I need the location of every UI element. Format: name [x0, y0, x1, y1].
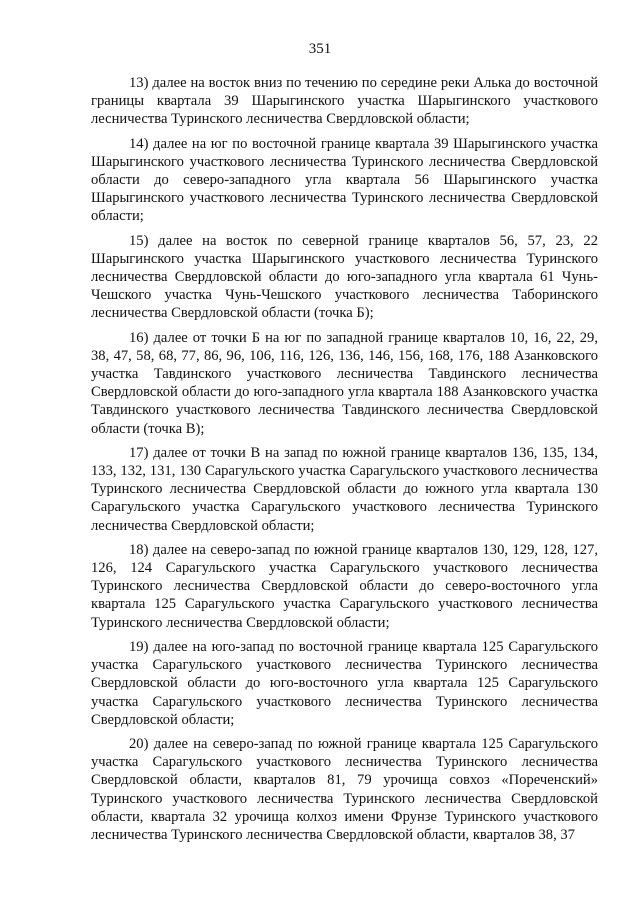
paragraph-20: [91, 735, 598, 844]
paragraph-number: 20): [129, 735, 149, 752]
paragraph-text: далее на восток вниз по течению по середине реки Алька до восточной границы квартала 39 Шарыгинского участка Шарыгинского участкового лесничества Туринского лесничества Свердловской области;: [91, 75, 598, 128]
paragraph-text: далее от точки Б на юг по западной границе кварталов 10, 16, 22, 29, 38, 47, 58, 68, 77, 86, 96, 106, 116, 126, 136, 146, 156, 168, 176, 188 Азанковского участка Тавдинского участкового лесничества Тавдинского лесничества Свердловской области до юго-западного угла квартала 188 Азанковского участка Тавдинского участкового лесничества Тавдинского лесничества Свердловской области (точка В);: [91, 329, 598, 437]
paragraph-number: 14): [129, 135, 149, 152]
paragraph-text: далее на северо-запад по южной границе квартала 125 Сарагульского участка Сарагульского участкового лесничества Туринского лесничества Свердловской области, кварталов 81, 79 урочища совхоз «Пореченский» Туринского участкового лесничества Туринского лесничества Свердловской области, квартала 32 урочища колхоз имени Фрунзе Туринского участкового лесничества Туринского лесничества Свердловской области, кварталов 38, 37: [91, 735, 598, 843]
paragraph-number: 17): [129, 444, 149, 461]
paragraph-text: далее на северо-запад по южной границе кварталов 130, 129, 128, 127, 126, 124 Сарагульского участка Сарагульского участкового лесничества Туринского лесничества Свердловской области до северо-восточного угла квартала 125 Сарагульского участка Сарагульского участкового лесничества Туринского лесничества Свердловской области;: [91, 541, 598, 631]
paragraph-number: 13): [129, 75, 149, 91]
page-number: 351: [308, 41, 332, 57]
paragraph-number: 16): [129, 329, 149, 346]
paragraph-16: [91, 329, 598, 438]
paragraph-19: [91, 638, 598, 729]
paragraph-text: далее на юго-запад по восточной границе квартала 125 Сарагульского участка Сарагульского участкового лесничества Туринского лесничества Свердловской области до юго-восточного угла квартала 125 Сарагульского участка Сарагульского участкового лесничества Туринского лесничества Свердловской области;: [91, 638, 598, 728]
paragraph-15: [91, 232, 598, 323]
paragraph-13: [91, 74, 598, 129]
paragraph-number: 19): [129, 638, 149, 655]
paragraph-text: далее на юг по восточной границе квартала 39 Шарыгинского участка Шарыгинского участкового лесничества Туринского лесничества Свердловской области до северо-западного угла квартала 56 Шарыгинского участка Шарыгинского участкового лесничества Туринского лесничества Свердловской области;: [91, 135, 598, 225]
paragraph-17: [91, 444, 598, 535]
paragraph-text: далее от точки В на запад по южной границе кварталов 136, 135, 134, 133, 132, 131, 130 Сарагульского участка Сарагульского участкового лесничества Туринского лесничества Свердловской области до южного угла квартала 130 Сарагульского участка Сарагульского участкового лесничества Туринского лесничества Свердловской области;: [91, 444, 598, 534]
paragraph-14: [91, 135, 598, 226]
document-body: [91, 74, 598, 844]
paragraph-18: [91, 541, 598, 632]
paragraph-text: далее на восток по северной границе кварталов 56, 57, 23, 22 Шарыгинского участка Шарыгинского участкового лесничества Туринского лесничества Свердловской области до юго-западного угла квартала 61 Чунь-Чешского участка Чунь-Чешского участкового лесничества Таборинского лесничества Свердловской области (точка Б);: [91, 232, 598, 322]
paragraph-number: 15): [129, 232, 149, 249]
paragraph-number: 18): [129, 541, 149, 558]
